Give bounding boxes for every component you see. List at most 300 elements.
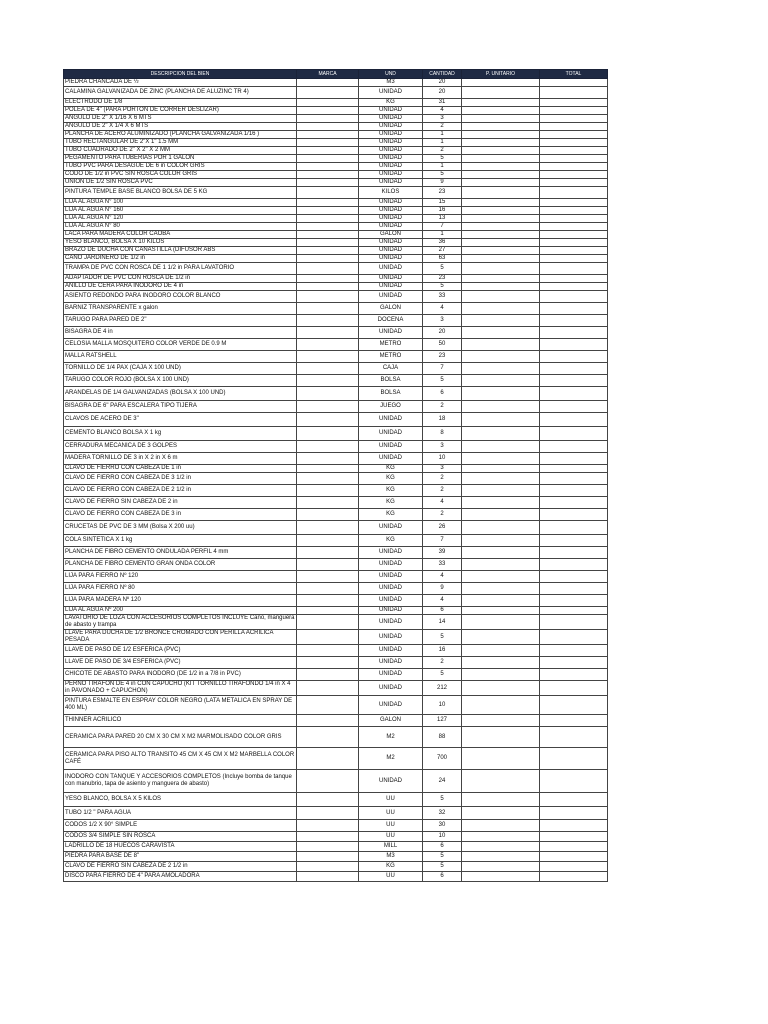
cell-total bbox=[540, 303, 608, 315]
cell-descripcion: CRUCETAS DE PVC DE 3 MM (Bolsa X 200 uu) bbox=[64, 521, 297, 535]
cell-descripcion: INODORO CON TANQUE Y ACCESORIOS COMPLETOS (Incluye bomba de tanque con manubrio, tapa de asiento y manguera de abasto) bbox=[64, 770, 297, 793]
cell-cantidad: 24 bbox=[423, 770, 462, 793]
cell-descripcion: LIJA AL AGUA N° 160 bbox=[64, 207, 297, 215]
cell-total bbox=[540, 247, 608, 255]
cell-cantidad: 2 bbox=[423, 509, 462, 521]
cell-descripcion: TARUGO COLOR ROJO (BOLSA X 100 UND) bbox=[64, 375, 297, 387]
cell-total bbox=[540, 571, 608, 583]
cell-und: UNIDAD bbox=[359, 327, 423, 339]
table-row bbox=[64, 521, 608, 535]
cell-descripcion: CLAVO DE FIERRO CON CABEZA DE 3 1/2 in bbox=[64, 473, 297, 485]
cell-descripcion: BISAGRA DE 4 in bbox=[64, 327, 297, 339]
cell-p-unitario bbox=[462, 807, 540, 820]
cell-marca bbox=[297, 832, 359, 842]
cell-total bbox=[540, 485, 608, 497]
cell-descripcion: PEGAMENTO PARA TUBERIAS POR 1 GALON bbox=[64, 155, 297, 163]
cell-und: UNIDAD bbox=[359, 107, 423, 115]
cell-descripcion: LACA PARA MADERA COLOR CAOBA bbox=[64, 231, 297, 239]
cell-p-unitario bbox=[462, 327, 540, 339]
cell-total bbox=[540, 239, 608, 247]
cell-und: UNIDAD bbox=[359, 171, 423, 179]
cell-cantidad: 4 bbox=[423, 595, 462, 607]
cell-marca bbox=[297, 820, 359, 832]
cell-p-unitario bbox=[462, 535, 540, 547]
cell-und: UNIDAD bbox=[359, 571, 423, 583]
cell-marca bbox=[297, 807, 359, 820]
cell-und: UNIDAD bbox=[359, 521, 423, 535]
cell-p-unitario bbox=[462, 571, 540, 583]
cell-cantidad: 2 bbox=[423, 123, 462, 131]
table-body bbox=[64, 79, 608, 882]
cell-p-unitario bbox=[462, 275, 540, 283]
cell-marca bbox=[297, 179, 359, 187]
cell-p-unitario bbox=[462, 247, 540, 255]
cell-marca bbox=[297, 247, 359, 255]
cell-descripcion: ADAPTADOR DE PVC CON ROSCA DE 1/2 in bbox=[64, 275, 297, 283]
cell-total bbox=[540, 872, 608, 882]
cell-cantidad: 16 bbox=[423, 645, 462, 657]
cell-marca bbox=[297, 669, 359, 681]
cell-p-unitario bbox=[462, 215, 540, 223]
spreadsheet bbox=[63, 69, 607, 882]
cell-p-unitario bbox=[462, 473, 540, 485]
table-row bbox=[64, 239, 608, 247]
cell-descripcion: LIJA AL AGUA N° 80 bbox=[64, 223, 297, 231]
cell-cantidad: 15 bbox=[423, 199, 462, 207]
table-row bbox=[64, 645, 608, 657]
cell-und: M3 bbox=[359, 79, 423, 87]
table-row bbox=[64, 283, 608, 291]
cell-marca bbox=[297, 199, 359, 207]
cell-total bbox=[540, 147, 608, 155]
cell-descripcion: UNION DE 1/2 SIN ROSCA PVC bbox=[64, 179, 297, 187]
table-row bbox=[64, 171, 608, 179]
cell-cantidad: 23 bbox=[423, 187, 462, 199]
table-row bbox=[64, 615, 608, 630]
table-row bbox=[64, 696, 608, 715]
cell-und: UNIDAD bbox=[359, 595, 423, 607]
cell-cantidad: 31 bbox=[423, 99, 462, 107]
cell-marca bbox=[297, 79, 359, 87]
cell-und: UNIDAD bbox=[359, 583, 423, 595]
cell-cantidad: 2 bbox=[423, 485, 462, 497]
cell-cantidad: 5 bbox=[423, 283, 462, 291]
table-row bbox=[64, 657, 608, 669]
cell-cantidad: 5 bbox=[423, 630, 462, 645]
cell-descripcion: LIJA AL AGUA N° 120 bbox=[64, 215, 297, 223]
cell-cantidad: 9 bbox=[423, 583, 462, 595]
table-row bbox=[64, 583, 608, 595]
table-row bbox=[64, 247, 608, 255]
table-row bbox=[64, 748, 608, 770]
cell-descripcion: PIEDRA CHANCADA DE ½ bbox=[64, 79, 297, 87]
cell-total bbox=[540, 413, 608, 427]
cell-und: M3 bbox=[359, 852, 423, 862]
cell-marca bbox=[297, 696, 359, 715]
cell-total bbox=[540, 559, 608, 571]
cell-p-unitario bbox=[462, 696, 540, 715]
cell-total bbox=[540, 315, 608, 327]
table-row bbox=[64, 852, 608, 862]
cell-marca bbox=[297, 239, 359, 247]
cell-total bbox=[540, 231, 608, 239]
cell-marca bbox=[297, 497, 359, 509]
cell-cantidad: 2 bbox=[423, 657, 462, 669]
cell-descripcion: CLAVO DE FIERRO CON CABEZA DE 2 1/2 in bbox=[64, 485, 297, 497]
cell-p-unitario bbox=[462, 453, 540, 465]
cell-und: UNIDAD bbox=[359, 669, 423, 681]
cell-total bbox=[540, 375, 608, 387]
cell-cantidad: 5 bbox=[423, 793, 462, 807]
cell-p-unitario bbox=[462, 139, 540, 147]
cell-descripcion: CODO DE 1/2 in PVC SIN ROSCA COLOR GRIS bbox=[64, 171, 297, 179]
cell-und: KG bbox=[359, 497, 423, 509]
cell-und: BOLSA bbox=[359, 375, 423, 387]
cell-descripcion: TRAMPA DE PVC CON ROSCA DE 1 1/2 in PARA LAVATORIO bbox=[64, 263, 297, 275]
cell-cantidad: 5 bbox=[423, 852, 462, 862]
cell-marca bbox=[297, 363, 359, 375]
cell-und: UNIDAD bbox=[359, 263, 423, 275]
cell-cantidad: 7 bbox=[423, 363, 462, 375]
cell-total bbox=[540, 793, 608, 807]
cell-marca bbox=[297, 607, 359, 615]
cell-total bbox=[540, 79, 608, 87]
cell-marca bbox=[297, 645, 359, 657]
header-und: UND bbox=[359, 70, 423, 79]
cell-descripcion: LLAVE PARA DUCHA DE 1/2 BRONCE CROMADO CON PERILLA ACRILICA PESADA bbox=[64, 630, 297, 645]
table-row bbox=[64, 339, 608, 351]
cell-descripcion: CELOSIA MALLA MOSQUITERO COLOR VERDE DE 0.9 M bbox=[64, 339, 297, 351]
table-row bbox=[64, 263, 608, 275]
cell-total bbox=[540, 131, 608, 139]
table-row bbox=[64, 147, 608, 155]
table-row bbox=[64, 199, 608, 207]
cell-descripcion: CODOS 3/4 SIMPLE SIN ROSCA bbox=[64, 832, 297, 842]
cell-und: KG bbox=[359, 509, 423, 521]
cell-p-unitario bbox=[462, 615, 540, 630]
cell-p-unitario bbox=[462, 207, 540, 215]
cell-total bbox=[540, 115, 608, 123]
cell-cantidad: 36 bbox=[423, 239, 462, 247]
cell-total bbox=[540, 123, 608, 131]
cell-cantidad: 7 bbox=[423, 535, 462, 547]
cell-p-unitario bbox=[462, 862, 540, 872]
cell-total bbox=[540, 862, 608, 872]
table-row bbox=[64, 681, 608, 696]
cell-p-unitario bbox=[462, 87, 540, 99]
cell-total bbox=[540, 327, 608, 339]
cell-total bbox=[540, 199, 608, 207]
cell-total bbox=[540, 441, 608, 453]
table-row bbox=[64, 832, 608, 842]
cell-p-unitario bbox=[462, 179, 540, 187]
cell-marca bbox=[297, 852, 359, 862]
cell-marca bbox=[297, 862, 359, 872]
cell-total bbox=[540, 595, 608, 607]
table-row bbox=[64, 327, 608, 339]
cell-und: GALON bbox=[359, 715, 423, 727]
cell-und: M2 bbox=[359, 727, 423, 748]
cell-cantidad: 3 bbox=[423, 441, 462, 453]
cell-descripcion: LLAVE DE PASO DE 3/4 ESFERICA (PVC) bbox=[64, 657, 297, 669]
cell-p-unitario bbox=[462, 187, 540, 199]
table-row bbox=[64, 727, 608, 748]
cell-cantidad: 23 bbox=[423, 351, 462, 363]
header-marca: MARCA bbox=[297, 70, 359, 79]
cell-cantidad: 6 bbox=[423, 842, 462, 852]
cell-total bbox=[540, 187, 608, 199]
table-row bbox=[64, 465, 608, 473]
cell-marca bbox=[297, 748, 359, 770]
cell-descripcion: THINNER ACRILICO bbox=[64, 715, 297, 727]
cell-descripcion: TUBO 1/2 " PARA AGUA bbox=[64, 807, 297, 820]
cell-descripcion: CLAVO DE FIERRO SIN CABEZA DE 2 1/2 in bbox=[64, 862, 297, 872]
table-row bbox=[64, 315, 608, 327]
cell-total bbox=[540, 351, 608, 363]
cell-p-unitario bbox=[462, 223, 540, 231]
cell-total bbox=[540, 696, 608, 715]
cell-marca bbox=[297, 351, 359, 363]
cell-p-unitario bbox=[462, 363, 540, 375]
cell-und: UNIDAD bbox=[359, 87, 423, 99]
cell-marca bbox=[297, 255, 359, 263]
table-row bbox=[64, 770, 608, 793]
cell-p-unitario bbox=[462, 131, 540, 139]
cell-marca bbox=[297, 453, 359, 465]
cell-marca bbox=[297, 263, 359, 275]
table-row bbox=[64, 115, 608, 123]
cell-cantidad: 6 bbox=[423, 872, 462, 882]
cell-descripcion: ASIENTO REDONDO PARA INODORO COLOR BLANCO bbox=[64, 291, 297, 303]
header-p-unitario: P. UNITARIO bbox=[462, 70, 540, 79]
cell-marca bbox=[297, 387, 359, 401]
cell-descripcion: ANGULO DE 2" X 1/16 X 6 MTS bbox=[64, 115, 297, 123]
cell-total bbox=[540, 427, 608, 441]
cell-cantidad: 2 bbox=[423, 147, 462, 155]
cell-marca bbox=[297, 215, 359, 223]
cell-total bbox=[540, 465, 608, 473]
cell-und: UU bbox=[359, 807, 423, 820]
cell-marca bbox=[297, 155, 359, 163]
cell-marca bbox=[297, 413, 359, 427]
cell-marca bbox=[297, 681, 359, 696]
cell-cantidad: 7 bbox=[423, 223, 462, 231]
cell-marca bbox=[297, 87, 359, 99]
cell-p-unitario bbox=[462, 291, 540, 303]
cell-p-unitario bbox=[462, 231, 540, 239]
cell-cantidad: 3 bbox=[423, 315, 462, 327]
cell-descripcion: CLAVO DE FIERRO SIN CABEZA DE 2 in bbox=[64, 497, 297, 509]
cell-p-unitario bbox=[462, 401, 540, 413]
cell-total bbox=[540, 630, 608, 645]
table-row bbox=[64, 453, 608, 465]
cell-und: UNIDAD bbox=[359, 413, 423, 427]
cell-total bbox=[540, 657, 608, 669]
cell-total bbox=[540, 401, 608, 413]
table-row bbox=[64, 862, 608, 872]
cell-und: UNIDAD bbox=[359, 657, 423, 669]
cell-total bbox=[540, 770, 608, 793]
cell-marca bbox=[297, 595, 359, 607]
cell-und: UNIDAD bbox=[359, 607, 423, 615]
cell-marca bbox=[297, 559, 359, 571]
cell-cantidad: 50 bbox=[423, 339, 462, 351]
cell-marca bbox=[297, 793, 359, 807]
cell-descripcion: CODOS 1/2 X 90° SIMPLE bbox=[64, 820, 297, 832]
cell-und: UNIDAD bbox=[359, 255, 423, 263]
cell-und: KG bbox=[359, 535, 423, 547]
table-row bbox=[64, 155, 608, 163]
cell-descripcion: PIEDRA PARA BASE DE 8" bbox=[64, 852, 297, 862]
cell-p-unitario bbox=[462, 748, 540, 770]
table-row bbox=[64, 473, 608, 485]
cell-cantidad: 33 bbox=[423, 559, 462, 571]
cell-total bbox=[540, 473, 608, 485]
cell-p-unitario bbox=[462, 872, 540, 882]
cell-marca bbox=[297, 223, 359, 231]
cell-und: KILOS bbox=[359, 187, 423, 199]
cell-und: UNIDAD bbox=[359, 696, 423, 715]
cell-und: UNIDAD bbox=[359, 207, 423, 215]
cell-und: UNIDAD bbox=[359, 123, 423, 131]
cell-p-unitario bbox=[462, 413, 540, 427]
cell-descripcion: PINTURA ESMALTE EN ESPRAY COLOR NEGRO (LATA METALICA EN SPRAY DE 400 ML) bbox=[64, 696, 297, 715]
cell-marca bbox=[297, 521, 359, 535]
cell-cantidad: 13 bbox=[423, 215, 462, 223]
cell-descripcion: LIJA PARA FIERRO Nº 80 bbox=[64, 583, 297, 595]
cell-und: UU bbox=[359, 832, 423, 842]
cell-cantidad: 2 bbox=[423, 473, 462, 485]
cell-marca bbox=[297, 131, 359, 139]
cell-marca bbox=[297, 485, 359, 497]
cell-und: UNIDAD bbox=[359, 147, 423, 155]
cell-total bbox=[540, 547, 608, 559]
cell-marca bbox=[297, 842, 359, 852]
table-row bbox=[64, 79, 608, 87]
table-row bbox=[64, 547, 608, 559]
cell-cantidad: 5 bbox=[423, 263, 462, 275]
cell-und: JUEGO bbox=[359, 401, 423, 413]
cell-und: UNIDAD bbox=[359, 131, 423, 139]
cell-marca bbox=[297, 872, 359, 882]
cell-und: UNIDAD bbox=[359, 291, 423, 303]
cell-cantidad: 20 bbox=[423, 87, 462, 99]
cell-marca bbox=[297, 473, 359, 485]
cell-marca bbox=[297, 291, 359, 303]
cell-marca bbox=[297, 147, 359, 155]
cell-descripcion: MALLA RATSHELL bbox=[64, 351, 297, 363]
cell-und: UNIDAD bbox=[359, 770, 423, 793]
cell-descripcion: ARANDELAS DE 1/4 GALVANIZADAS (BOLSA X 100 UND) bbox=[64, 387, 297, 401]
cell-und: DOCENA bbox=[359, 315, 423, 327]
cell-marca bbox=[297, 571, 359, 583]
cell-cantidad: 2 bbox=[423, 401, 462, 413]
cell-p-unitario bbox=[462, 441, 540, 453]
cell-cantidad: 5 bbox=[423, 669, 462, 681]
cell-descripcion: ANGULO DE 2" X 1/4 X 6 MTS bbox=[64, 123, 297, 131]
cell-cantidad: 10 bbox=[423, 453, 462, 465]
cell-marca bbox=[297, 615, 359, 630]
cell-total bbox=[540, 283, 608, 291]
cell-p-unitario bbox=[462, 99, 540, 107]
cell-marca bbox=[297, 465, 359, 473]
table-row bbox=[64, 375, 608, 387]
cell-und: UU bbox=[359, 793, 423, 807]
cell-descripcion: CERRADURA MECANICA DE 3 GOLPES bbox=[64, 441, 297, 453]
cell-cantidad: 1 bbox=[423, 231, 462, 239]
cell-p-unitario bbox=[462, 263, 540, 275]
cell-p-unitario bbox=[462, 521, 540, 535]
cell-descripcion: POLEA DE 4" (PARA PORTON DE CORRER DESLIZAR) bbox=[64, 107, 297, 115]
cell-marca bbox=[297, 107, 359, 115]
cell-descripcion: CALAMINA GALVANIZADA DE ZINC (PLANCHA DE ALUZINC TR 4) bbox=[64, 87, 297, 99]
cell-marca bbox=[297, 535, 359, 547]
cell-marca bbox=[297, 339, 359, 351]
cell-und: KG bbox=[359, 862, 423, 872]
cell-marca bbox=[297, 187, 359, 199]
cell-descripcion: LAVATORIO DE LOZA CON ACCESORIOS COMPLETOS INCLUYE Caño, manguera de abasto y trampa bbox=[65, 615, 295, 628]
cell-p-unitario bbox=[462, 645, 540, 657]
cell-total bbox=[540, 807, 608, 820]
cell-p-unitario bbox=[462, 339, 540, 351]
cell-cantidad: 20 bbox=[423, 327, 462, 339]
cell-marca bbox=[297, 171, 359, 179]
cell-marca bbox=[297, 401, 359, 413]
cell-und: UNIDAD bbox=[359, 179, 423, 187]
cell-und: UNIDAD bbox=[359, 441, 423, 453]
cell-und: METRO bbox=[359, 339, 423, 351]
cell-und: UU bbox=[359, 872, 423, 882]
table-row bbox=[64, 485, 608, 497]
cell-p-unitario bbox=[462, 842, 540, 852]
cell-marca bbox=[297, 583, 359, 595]
cell-p-unitario bbox=[462, 681, 540, 696]
table-row bbox=[64, 163, 608, 171]
cell-cantidad: 5 bbox=[423, 155, 462, 163]
cell-marca bbox=[297, 115, 359, 123]
cell-und: KG bbox=[359, 465, 423, 473]
cell-cantidad: 4 bbox=[423, 497, 462, 509]
header-cantidad: CANTIDAD bbox=[423, 70, 462, 79]
cell-und: UNIDAD bbox=[359, 223, 423, 231]
cell-marca bbox=[297, 163, 359, 171]
cell-descripcion: ANILLO DE CERA PARA INODORO DE 4 in bbox=[64, 283, 297, 291]
cell-p-unitario bbox=[462, 669, 540, 681]
cell-marca bbox=[297, 123, 359, 131]
cell-total bbox=[540, 107, 608, 115]
cell-und: UNIDAD bbox=[359, 155, 423, 163]
cell-und: UNIDAD bbox=[359, 615, 423, 630]
cell-cantidad: 6 bbox=[423, 387, 462, 401]
table-row bbox=[64, 715, 608, 727]
cell-und: GALON bbox=[359, 231, 423, 239]
cell-descripcion: CLAVO DE FIERRO CON CABEZA DE 3 in bbox=[64, 509, 297, 521]
table-row bbox=[64, 387, 608, 401]
cell-p-unitario bbox=[462, 820, 540, 832]
cell-cantidad: 33 bbox=[423, 291, 462, 303]
cell-p-unitario bbox=[462, 852, 540, 862]
cell-marca bbox=[297, 139, 359, 147]
cell-cantidad: 212 bbox=[423, 681, 462, 696]
cell-cantidad: 1 bbox=[423, 163, 462, 171]
cell-p-unitario bbox=[462, 509, 540, 521]
cell-total bbox=[540, 497, 608, 509]
table-row bbox=[64, 497, 608, 509]
cell-total bbox=[540, 715, 608, 727]
cell-p-unitario bbox=[462, 715, 540, 727]
table-row bbox=[64, 607, 608, 615]
cell-cantidad: 4 bbox=[423, 303, 462, 315]
